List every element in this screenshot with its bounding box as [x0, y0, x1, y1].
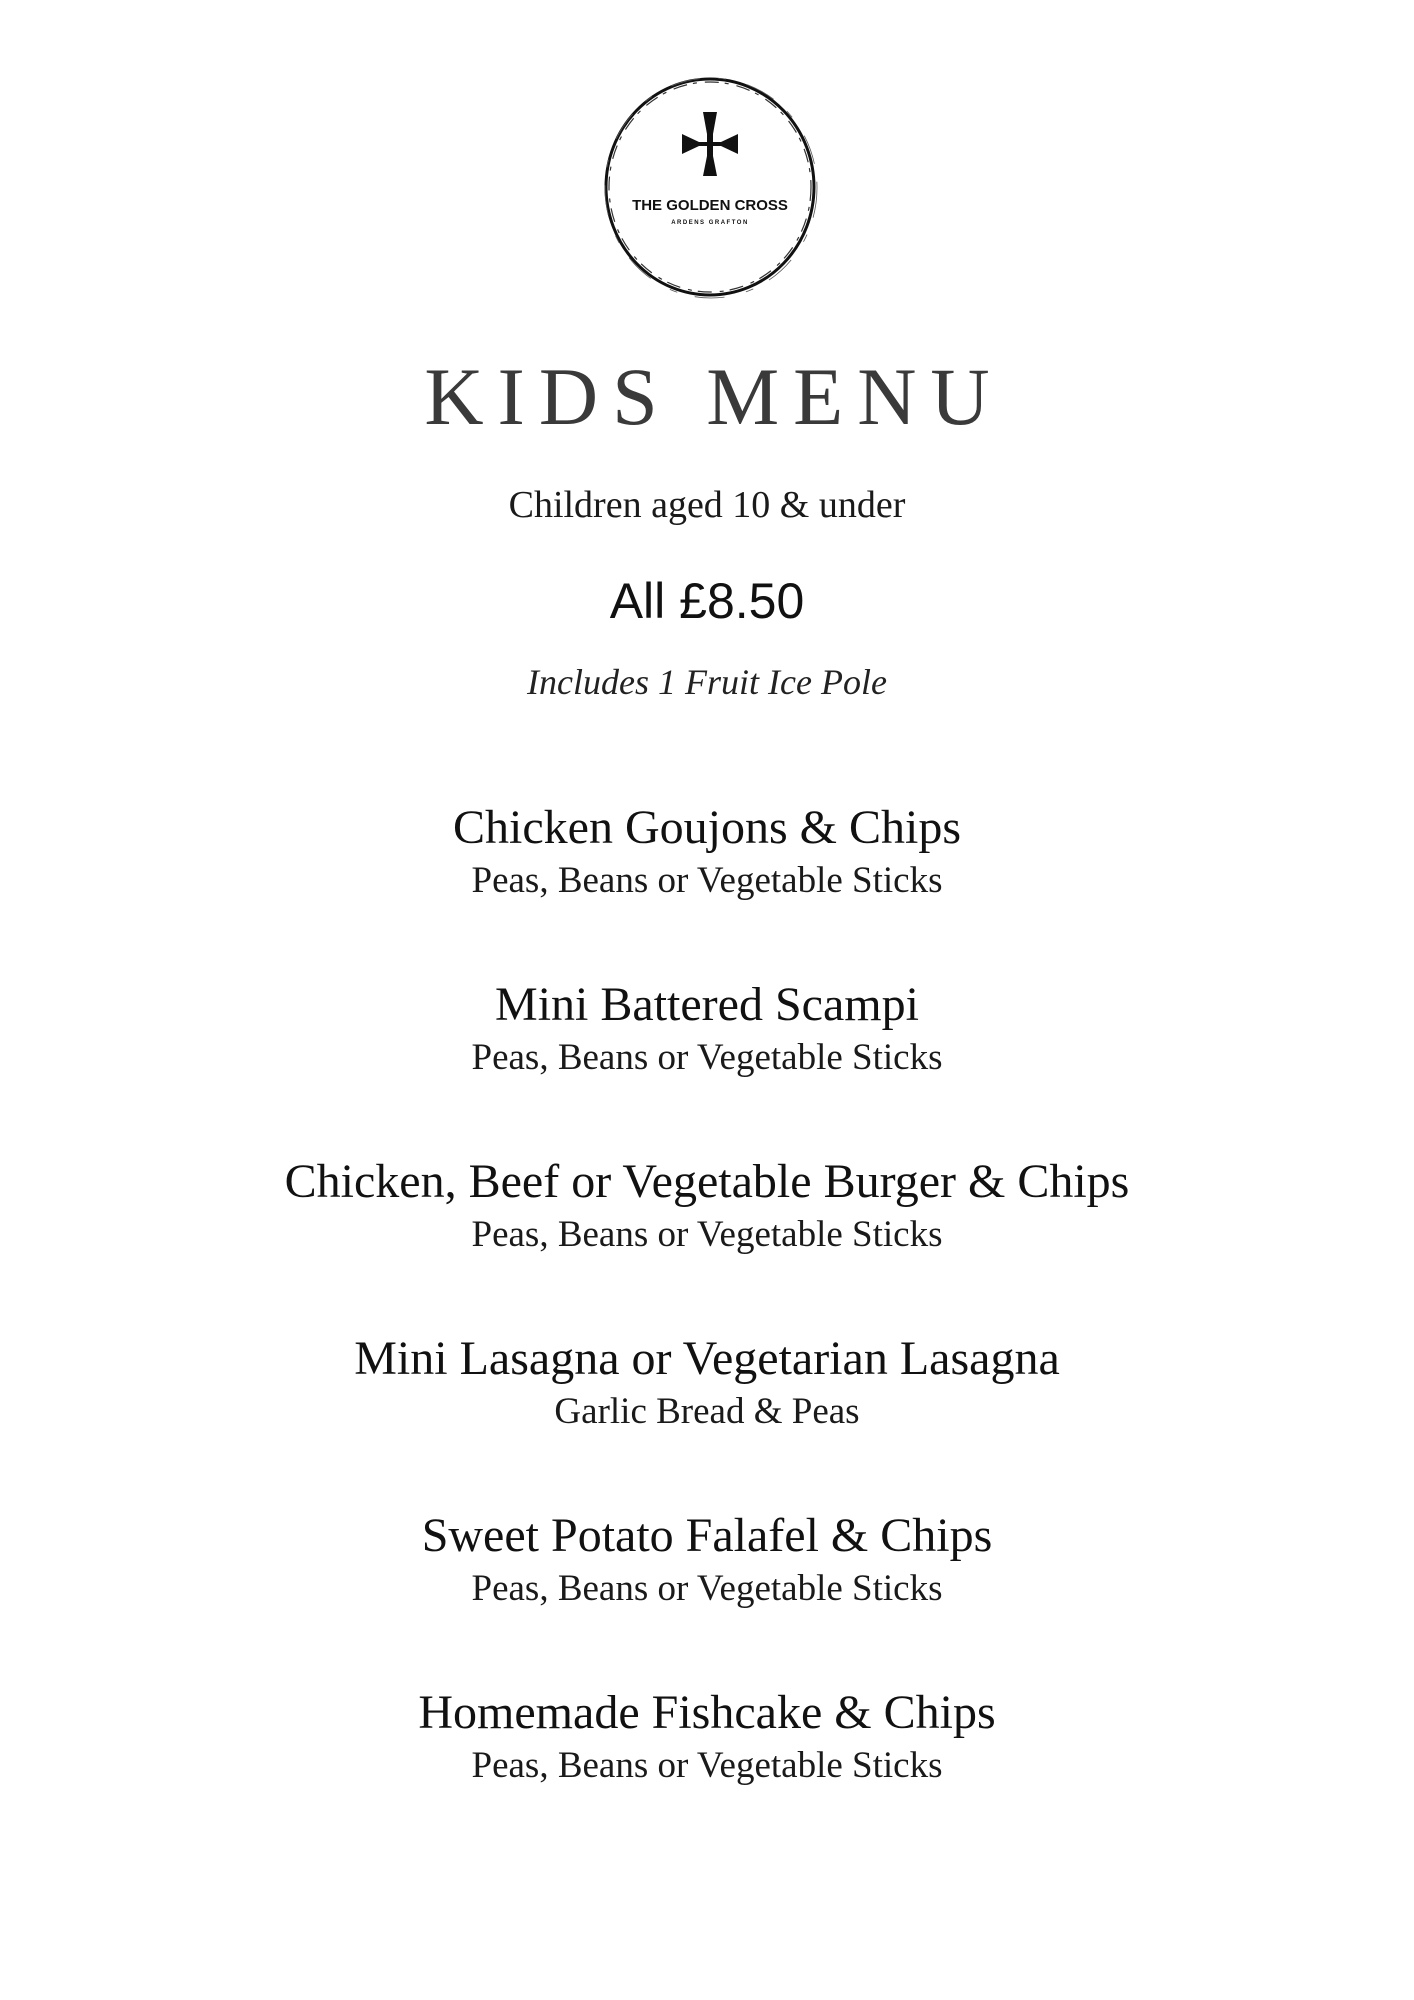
- menu-items: [0, 800, 1414, 1862]
- item-name: Chicken Goujons & Chips: [452, 801, 961, 854]
- item-name: Sweet Potato Falafel & Chips: [421, 1509, 993, 1562]
- menu-item: [0, 1331, 1414, 1508]
- includes-note: Includes 1 Fruit Ice Pole: [527, 662, 887, 702]
- menu-title: KIDS MENU: [424, 351, 1004, 442]
- age-note: Children aged 10 & under: [508, 484, 906, 526]
- logo-badge: [598, 72, 822, 302]
- item-sides: Peas, Beans or Vegetable Sticks: [471, 1568, 943, 1609]
- price: All £8.50: [609, 573, 805, 629]
- menu-item: [0, 1154, 1414, 1331]
- cross-pattee-icon: [682, 112, 738, 176]
- item-sides: Garlic Bread & Peas: [554, 1391, 860, 1432]
- item-name: Chicken, Beef or Vegetable Burger & Chips: [284, 1155, 1130, 1208]
- menu-item: [0, 1508, 1414, 1685]
- menu-item: [0, 1685, 1414, 1862]
- logo-location: ARDENS GRAFTON: [671, 220, 749, 226]
- item-sides: Peas, Beans or Vegetable Sticks: [471, 1214, 943, 1255]
- item-name: Homemade Fishcake & Chips: [418, 1686, 996, 1739]
- menu-item: [0, 977, 1414, 1154]
- item-name: Mini Lasagna or Vegetarian Lasagna: [354, 1332, 1060, 1385]
- item-name: Mini Battered Scampi: [495, 978, 919, 1031]
- item-sides: Peas, Beans or Vegetable Sticks: [471, 860, 943, 901]
- menu-item: [0, 800, 1414, 977]
- item-sides: Peas, Beans or Vegetable Sticks: [471, 1037, 943, 1078]
- logo-name: THE GOLDEN CROSS: [632, 197, 788, 214]
- logo: [598, 72, 822, 302]
- item-sides: Peas, Beans or Vegetable Sticks: [471, 1745, 943, 1786]
